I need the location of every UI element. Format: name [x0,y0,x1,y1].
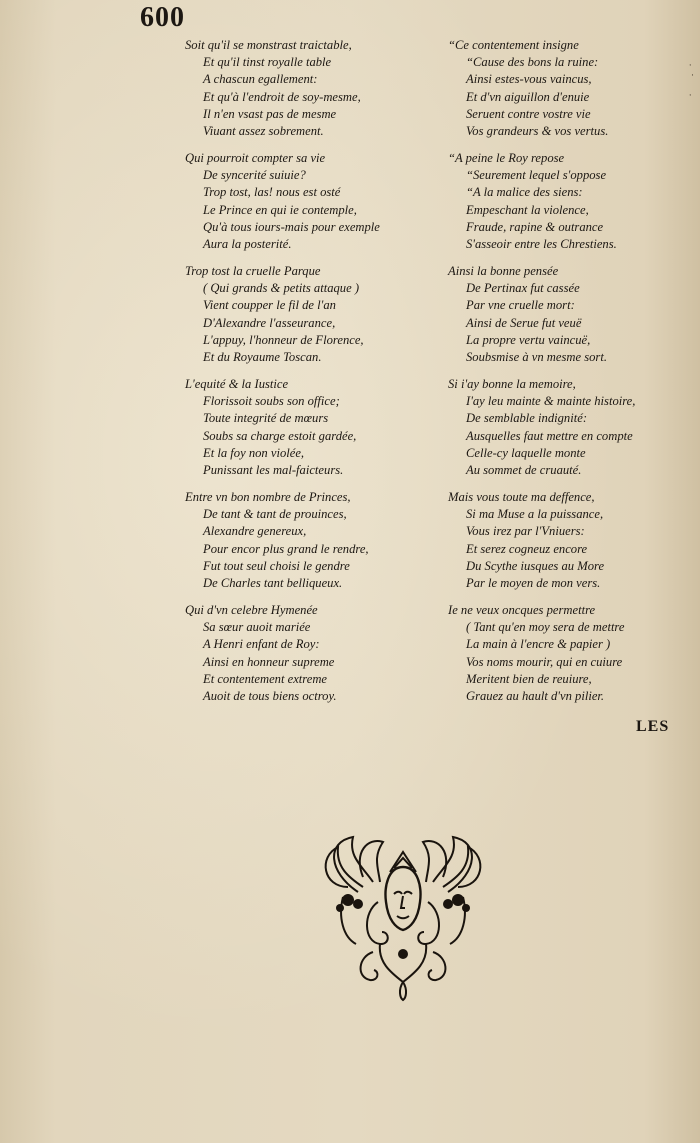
verse-line: Du Scythe iusques au More [466,558,605,573]
verse-line: ( Qui grands & petits attaque ) [203,281,360,296]
verse-line: ( Tant qu'en moy sera de mettre [466,620,625,635]
left-stanza [185,150,435,263]
mascaron-ornament-icon [318,832,488,1002]
verse-line: Si ma Muse a la puissance, [466,507,604,522]
verse-line: Vient coupper le fil de l'an [203,298,336,313]
catchword: LES [636,718,670,735]
verse-line: Et qu'à l'endroit de soy-mesme, [203,89,361,104]
verse-line: Alexandre genereux, [203,524,307,539]
verse-line: De Pertinax fut cassée [466,281,580,296]
verse-line: Et serez cogneuz encore [466,541,588,556]
poem-left-column [185,37,435,715]
verse-line: Ainsi de Serue fut veuë [466,315,582,330]
verse-line: Le Prince en qui ie contemple, [203,202,357,217]
verse-line: “A la malice des siens: [466,185,583,200]
verse-line: Par vne cruelle mort: [466,298,575,313]
left-stanza [185,489,435,602]
verse-line: S'asseoir entre les Chrestiens. [466,236,617,251]
verse-line: Auoit de tous biens octroy. [203,688,337,703]
verse-line: De syncerité suiuie? [203,168,306,183]
left-stanza [185,263,435,376]
poem-right-column [448,37,678,715]
margin-marks: · · · [688,60,694,100]
verse-line: Par le moyen de mon vers. [466,575,601,590]
verse-line: “Ce contentement insigne [448,38,579,52]
right-stanza [448,150,678,263]
verse-line: A Henri enfant de Roy: [203,637,320,652]
verse-line: De tant & tant de prouinces, [203,507,347,522]
verse-line: Entre vn bon nombre de Princes, [185,490,351,504]
verse-line: Fut tout seul choisi le gendre [203,558,350,573]
verse-line: Viuant assez sobrement. [203,123,324,138]
right-stanza [448,37,678,150]
right-stanza [448,376,678,489]
verse-line: Mais vous toute ma deffence, [448,490,595,504]
verse-line: Soubs sa charge estoit gardée, [203,428,357,443]
verse-line: Et contentement extreme [203,671,328,686]
verse-line: Ainsi estes-vous vaincus, [466,72,592,87]
verse-line: Il n'en vsast pas de mesme [203,106,337,121]
verse-line: Fraude, rapine & outrance [466,219,604,234]
verse-line: Grauez au hault d'vn pilier. [466,688,605,703]
verse-line: Florissoit soubs son office; [203,394,340,409]
verse-line: De Charles tant belliqueux. [203,575,343,590]
verse-line: Pour encor plus grand le rendre, [203,541,369,556]
verse-line: Au sommet de cruauté. [466,462,582,477]
verse-line: D'Alexandre l'asseurance, [203,315,336,330]
verse-line: Et qu'il tinst royalle table [203,55,332,70]
verse-line: Trop tost la cruelle Parque [185,264,321,278]
verse-line: Si i'ay bonne la memoire, [448,377,576,391]
verse-line: Empeschant la violence, [466,202,589,217]
right-stanza [448,489,678,602]
left-stanza [185,376,435,489]
left-stanza [185,602,435,715]
verse-line: Qui d'vn celebre Hymenée [185,603,318,617]
verse-line: “Cause des bons la ruine: [466,55,599,70]
verse-line: Qui pourroit compter sa vie [185,151,326,165]
page-number: 600 [140,2,185,33]
right-stanza [448,263,678,376]
verse-line: L'appuy, l'honneur de Florence, [203,332,364,347]
verse-line: Punissant les mal-faicteurs. [203,462,344,477]
verse-line: Ainsi la bonne pensée [448,264,559,278]
verse-line: Ainsi en honneur supreme [203,654,335,669]
verse-line: “A peine le Roy repose [448,151,565,165]
verse-line: La propre vertu vaincuë, [466,332,591,347]
verse-line: La main à l'encre & papier ) [466,637,611,652]
verse-line: Meritent bien de reuiure, [466,671,592,686]
verse-line: Et d'vn aiguillon d'enuie [466,89,590,104]
verse-line: Et la foy non violée, [203,445,305,460]
verse-line: Celle-cy laquelle monte [466,445,586,460]
verse-line: Sa sœur auoit mariée [203,620,311,635]
verse-line: Soit qu'il se monstrast traictable, [185,38,352,52]
verse-line: Aura la posterité. [203,236,292,251]
verse-line: “Seurement lequel s'oppose [466,168,607,183]
verse-line: Ie ne veux oncques permettre [448,603,596,617]
verse-line: Seruent contre vostre vie [466,106,591,121]
verse-line: A chascun egallement: [203,72,318,87]
right-stanza [448,602,678,715]
verse-line: Toute integrité de mœurs [203,411,329,426]
verse-line: De semblable indignité: [466,411,588,426]
verse-line: Trop tost, las! nous est osté [203,185,341,200]
verse-line: Vos noms mourir, qui en cuiure [466,654,623,669]
verse-line: Vous irez par l'Vniuers: [466,524,585,539]
verse-line: Soubsmise à vn mesme sort. [466,349,607,364]
verse-line: I'ay leu mainte & mainte histoire, [466,394,636,409]
left-stanza [185,37,435,150]
verse-line: L'equité & la Iustice [185,377,289,391]
verse-line: Qu'à tous iours-mais pour exemple [203,219,380,234]
verse-line: Et du Royaume Toscan. [203,349,322,364]
verse-line: Ausquelles faut mettre en compte [466,428,633,443]
verse-line: Vos grandeurs & vos vertus. [466,123,609,138]
